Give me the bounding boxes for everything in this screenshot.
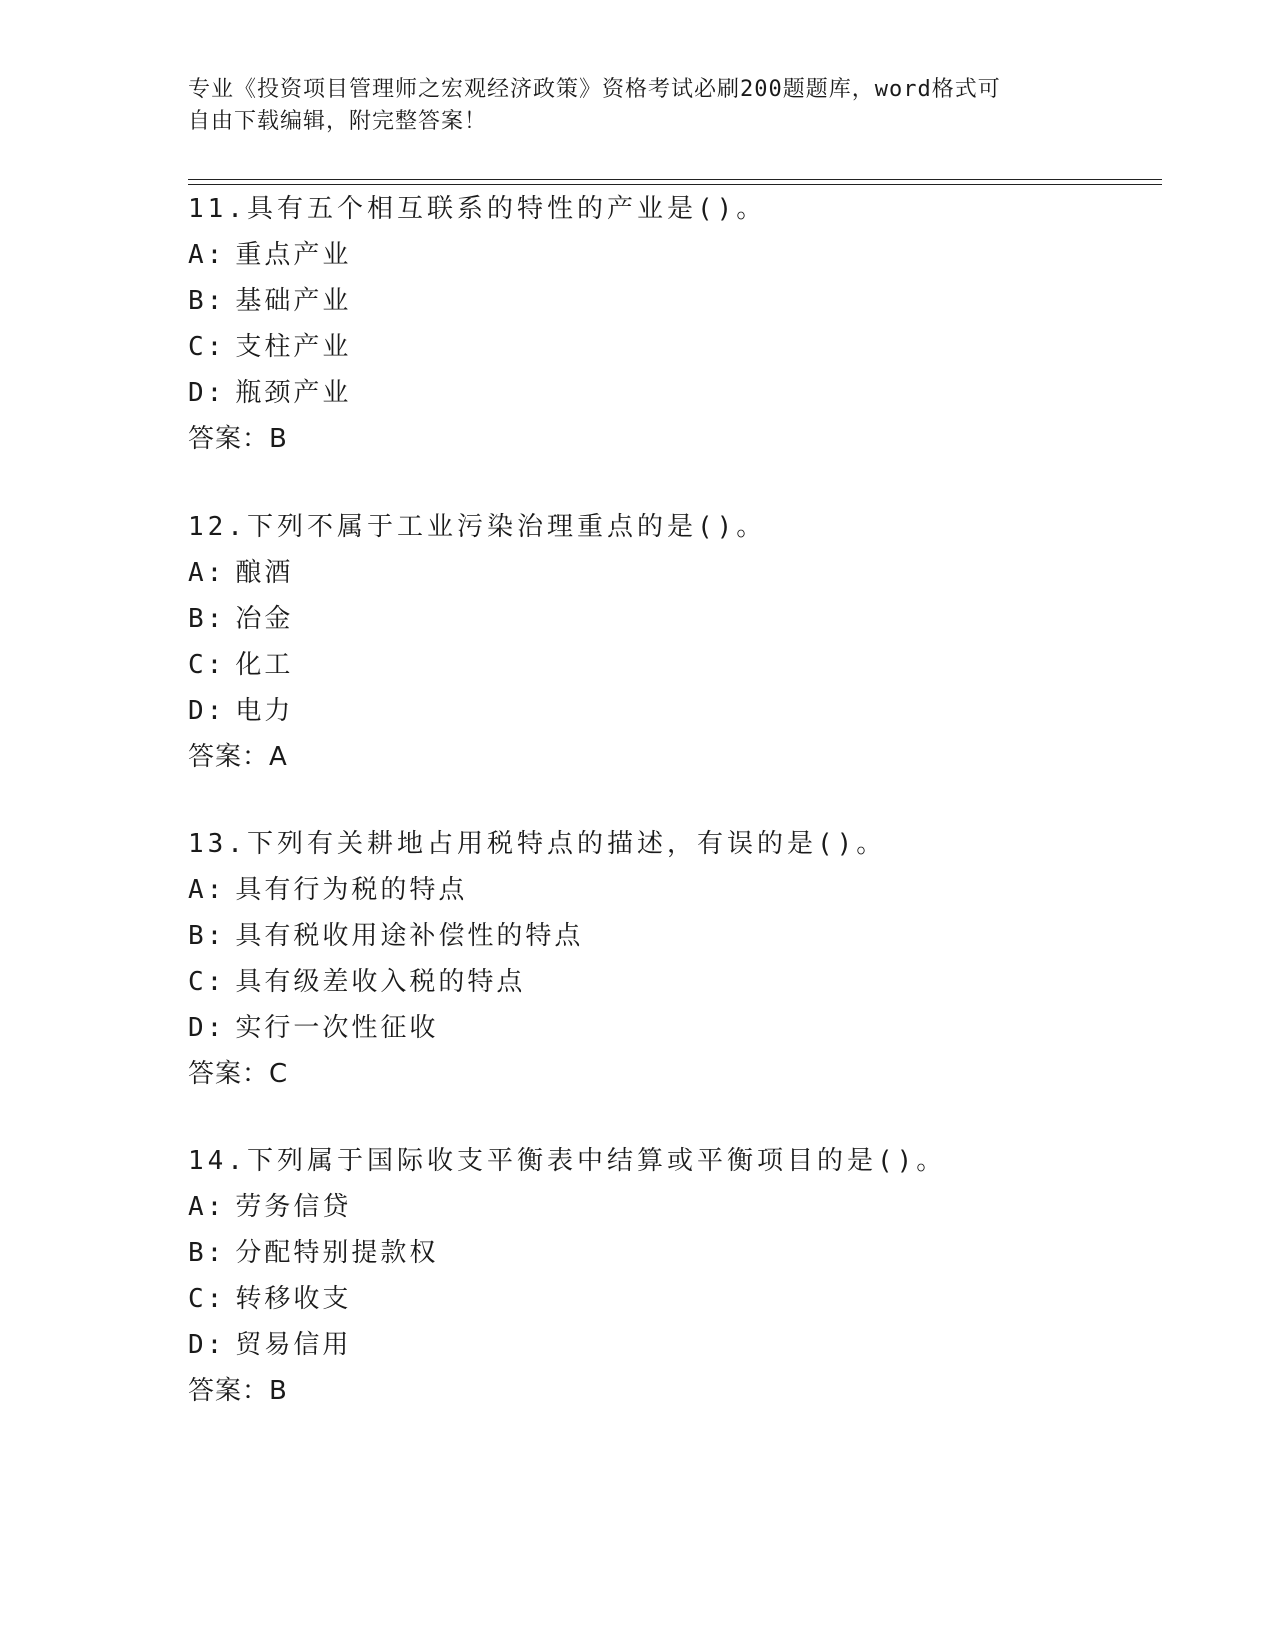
- option-c: [188, 959, 1148, 1005]
- option-text: 劳务信贷: [235, 1192, 352, 1222]
- option-text: 贸易信用: [235, 1330, 352, 1360]
- option-d: [188, 1005, 1148, 1051]
- option-letter: D:: [188, 378, 226, 408]
- option-text: 基础产业: [235, 286, 352, 316]
- option-text: 化工: [235, 650, 294, 680]
- header-line-2: 自由下载编辑，附完整答案！: [188, 109, 488, 134]
- option-letter: C:: [188, 1284, 226, 1314]
- header-line-1: 专业《投资项目管理师之宏观经济政策》资格考试必刷200题题库，word格式可: [188, 77, 1001, 102]
- option-text: 具有行为税的特点: [235, 875, 468, 905]
- question-block: [188, 1138, 1148, 1414]
- option-b: [188, 278, 1148, 324]
- option-text: 实行一次性征收: [235, 1013, 439, 1043]
- option-letter: C:: [188, 650, 226, 680]
- option-c: [188, 324, 1148, 370]
- option-letter: C:: [188, 967, 226, 997]
- option-b: [188, 913, 1148, 959]
- question-stem: 12.下列不属于工业污染治理重点的是()。: [188, 512, 767, 542]
- option-b: [188, 1230, 1148, 1276]
- option-text: 冶金: [235, 604, 294, 634]
- option-a: [188, 232, 1148, 278]
- option-b: [188, 596, 1148, 642]
- answer-line: 答案：C: [188, 1059, 289, 1089]
- option-letter: B:: [188, 921, 226, 951]
- option-a: [188, 550, 1148, 596]
- option-letter: A:: [188, 1192, 226, 1222]
- option-letter: B:: [188, 604, 226, 634]
- option-text: 具有级差收入税的特点: [235, 967, 526, 997]
- option-letter: A:: [188, 240, 226, 270]
- document-header: [188, 74, 1088, 138]
- option-letter: B:: [188, 1238, 226, 1268]
- option-text: 支柱产业: [235, 332, 352, 362]
- option-a: [188, 867, 1148, 913]
- option-text: 分配特别提款权: [235, 1238, 439, 1268]
- question-stem: 11.具有五个相互联系的特性的产业是()。: [188, 194, 767, 224]
- option-letter: D:: [188, 1330, 226, 1360]
- option-letter: A:: [188, 875, 226, 905]
- answer-line: 答案：A: [188, 742, 288, 772]
- option-text: 电力: [235, 696, 294, 726]
- option-c: [188, 642, 1148, 688]
- option-letter: B:: [188, 286, 226, 316]
- question-stem: 13.下列有关耕地占用税特点的描述，有误的是()。: [188, 829, 887, 859]
- option-text: 酿酒: [235, 558, 294, 588]
- option-text: 转移收支: [235, 1284, 352, 1314]
- answer-line: 答案：B: [188, 1376, 288, 1406]
- option-d: [188, 370, 1148, 416]
- option-c: [188, 1276, 1148, 1322]
- option-a: [188, 1184, 1148, 1230]
- option-text: 重点产业: [235, 240, 352, 270]
- question-block: [188, 504, 1148, 780]
- option-letter: A:: [188, 558, 226, 588]
- header-divider-top: [188, 179, 1162, 180]
- option-d: [188, 1322, 1148, 1368]
- option-text: 瓶颈产业: [235, 378, 352, 408]
- question-block: [188, 186, 1148, 462]
- answer-line: 答案：B: [188, 424, 288, 454]
- option-text: 具有税收用途补偿性的特点: [235, 921, 584, 951]
- question-block: [188, 821, 1148, 1097]
- option-d: [188, 688, 1148, 734]
- header-divider-bottom: [188, 184, 1162, 185]
- option-letter: D:: [188, 696, 226, 726]
- option-letter: D:: [188, 1013, 226, 1043]
- option-letter: C:: [188, 332, 226, 362]
- question-stem: 14.下列属于国际收支平衡表中结算或平衡项目的是()。: [188, 1146, 947, 1176]
